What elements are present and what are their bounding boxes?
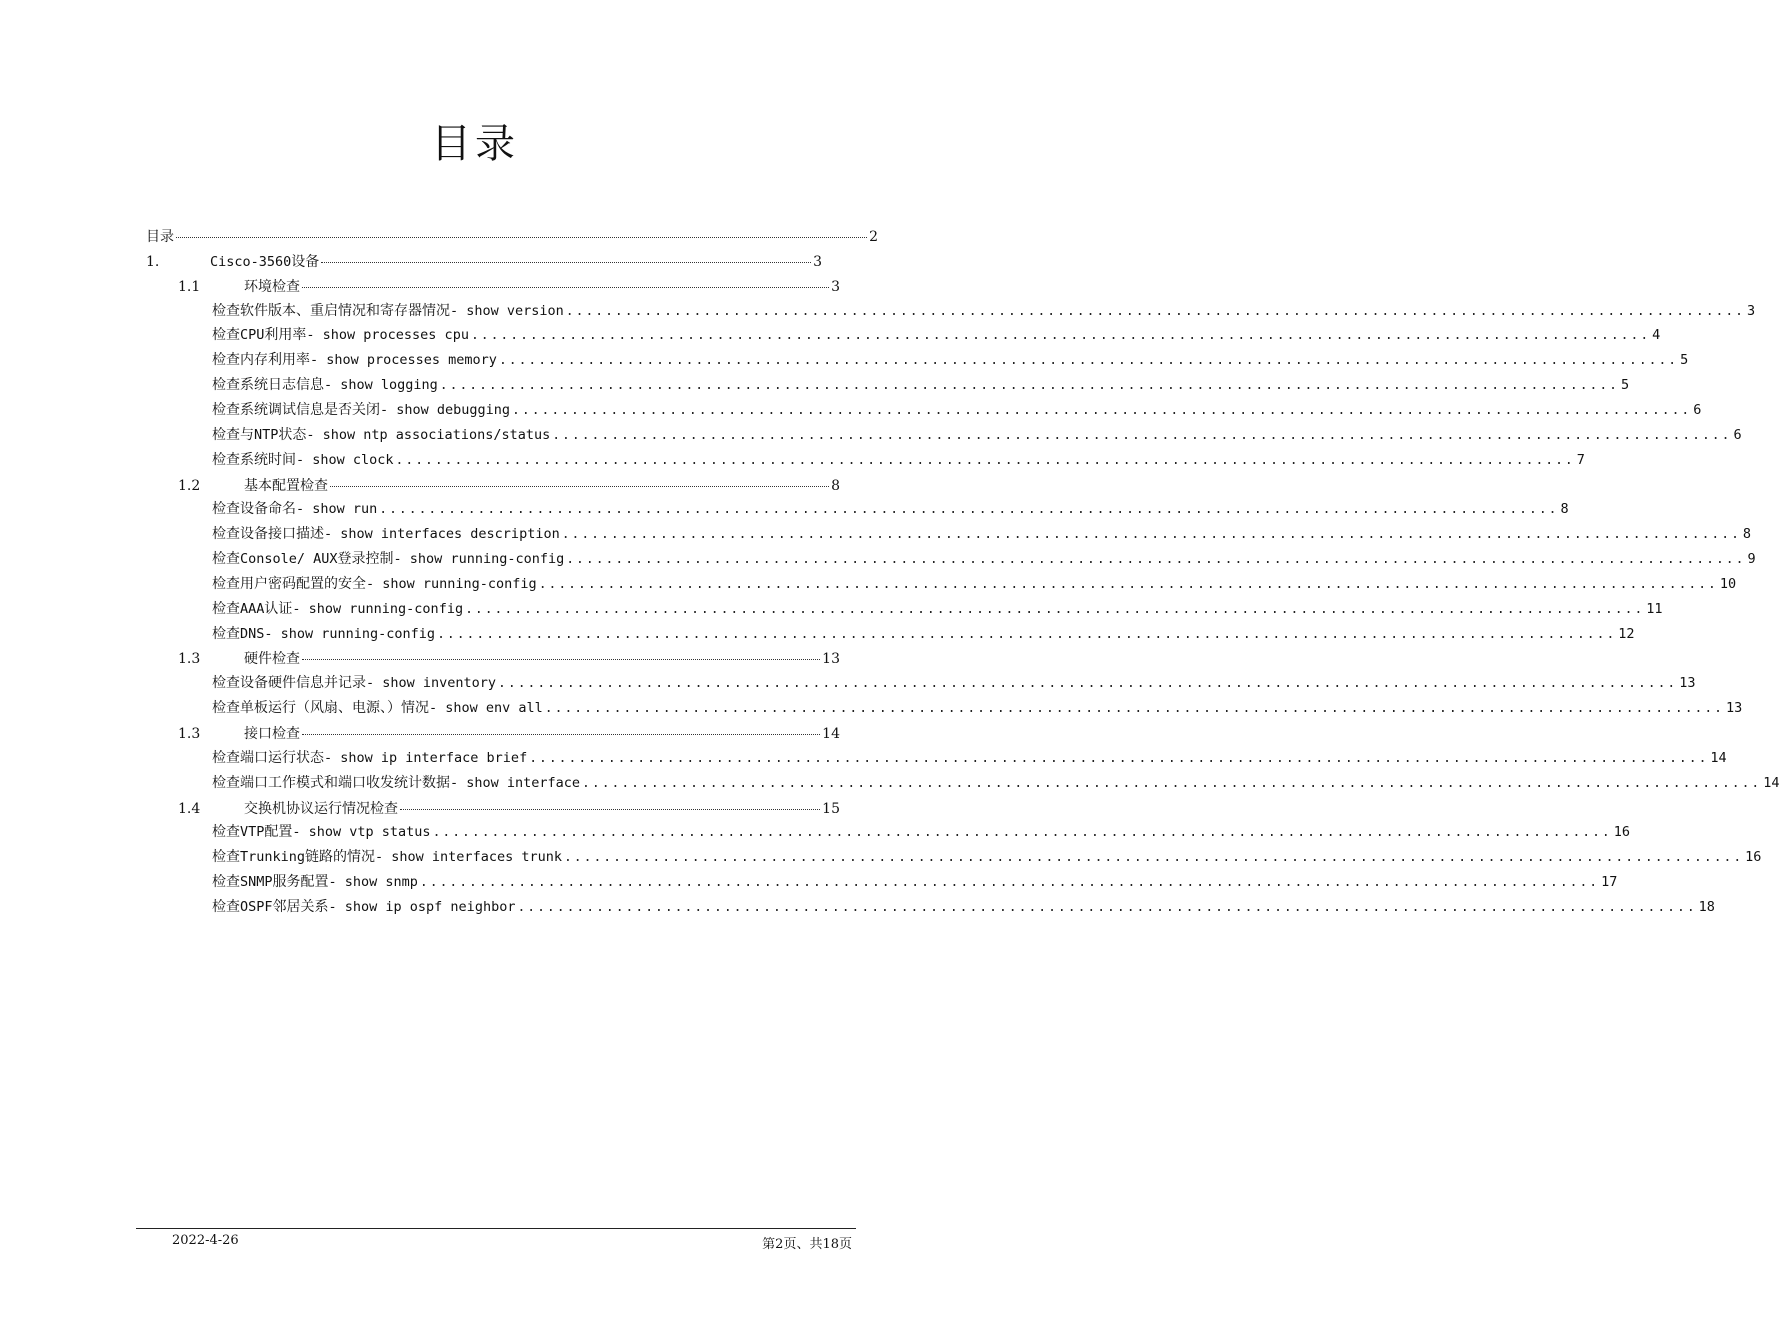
toc-entry[interactable]	[212, 400, 1702, 420]
toc-entry[interactable]	[212, 574, 1737, 594]
toc-entry-number: 1.3	[178, 726, 201, 742]
toc-dot-leader: ........................................................................................................................	[437, 626, 1617, 642]
toc-entry-title: 检查用户密码配置的安全- show running-config	[212, 575, 537, 592]
toc-page-number: 14	[1763, 774, 1780, 791]
toc-entry-title: 检查设备硬件信息并记录- show inventory	[212, 675, 497, 692]
toc-page-number: 3	[831, 278, 840, 295]
toc-entry-title: 检查Trunking链路的情况- show interfaces trunk	[212, 849, 562, 866]
toc-dot-leader: ........................................................................................................................	[512, 402, 1692, 418]
toc-page-number: 13	[822, 651, 840, 668]
toc-entry[interactable]	[212, 748, 1727, 768]
toc-entry-title: 检查内存利用率- show processes memory	[212, 352, 497, 369]
toc-dot-leader: ........................................................................................................................	[379, 502, 1559, 518]
toc-entry[interactable]	[212, 822, 1631, 842]
toc-entry[interactable]	[178, 798, 840, 818]
toc-entry-title: 接口检查	[244, 726, 300, 742]
toc-dot-leader	[302, 273, 829, 288]
toc-entry-number: 1.3	[178, 651, 201, 668]
toc-entry-title: 检查Console/ AUX登录控制- show running-config	[212, 551, 565, 568]
toc-page-number: 9	[1747, 551, 1756, 568]
toc-entry-title: 检查系统日志信息- show logging	[212, 377, 438, 394]
toc-entry-title: 检查AAA认证- show running-config	[212, 600, 464, 617]
toc-entry-title: 检查端口工作模式和端口收发统计数据- show interface	[212, 774, 581, 791]
toc-dot-leader	[302, 645, 820, 660]
toc-entry-number: 1.2	[178, 477, 201, 494]
toc-page-number: 14	[822, 726, 840, 742]
toc-dot-leader: ........................................................................................................................	[517, 899, 1697, 915]
toc-entry[interactable]	[212, 350, 1689, 370]
toc-page-number: 12	[1618, 625, 1635, 642]
toc-page-number: 16	[1745, 849, 1762, 866]
toc-entry[interactable]	[212, 773, 1780, 793]
footer-page-info: 第2页、共18页	[762, 1237, 852, 1252]
toc-entry-title: 检查OSPF邻居关系- show ip ospf neighbor	[212, 898, 516, 915]
toc-entry[interactable]	[212, 624, 1635, 644]
toc-entry[interactable]	[212, 673, 1696, 693]
toc-entry-title: 检查系统调试信息是否关闭- show debugging	[212, 401, 511, 418]
toc-dot-leader: ........................................................................................................................	[552, 427, 1732, 443]
toc-entry-title: 检查VTP配置- show vtp status	[212, 824, 431, 841]
toc-entry-title: 检查CPU利用率- show processes cpu	[212, 327, 469, 344]
toc-page-number: 5	[1621, 377, 1630, 394]
toc-dot-leader: ........................................................................................................................	[419, 875, 1600, 891]
toc-entry[interactable]	[212, 450, 1585, 470]
toc-page-number: 5	[1680, 352, 1689, 369]
toc-entry[interactable]	[212, 549, 1756, 569]
toc-dot-leader	[321, 248, 811, 263]
toc-page-number: 10	[1719, 575, 1737, 592]
toc-dot-leader: ........................................................................................................................	[538, 576, 1718, 592]
toc-page-number: 6	[1693, 401, 1702, 418]
toc-page-number: 8	[1742, 526, 1752, 543]
toc-entry[interactable]	[212, 499, 1569, 519]
toc-entry[interactable]	[212, 325, 1661, 345]
toc-page-number: 15	[822, 800, 840, 817]
toc-entry-title: 交换机协议运行情况检查	[244, 800, 398, 817]
toc-page-number: 18	[1698, 898, 1715, 915]
toc-entry[interactable]	[212, 524, 1752, 544]
toc-page-number: 16	[1613, 824, 1631, 841]
footer-divider	[136, 1228, 856, 1229]
toc-entry[interactable]	[146, 251, 822, 271]
toc-entry[interactable]	[212, 599, 1663, 619]
toc-entry[interactable]	[212, 698, 1743, 718]
toc-entry[interactable]	[178, 276, 840, 296]
toc-entry[interactable]	[146, 226, 878, 246]
toc-page-number: 4	[1652, 327, 1661, 344]
toc-entry-number: 1.	[146, 253, 160, 270]
toc-entry-title: 检查单板运行（风扇、电源、）情况- show env all	[212, 700, 543, 717]
toc-entry-title: 检查端口运行状态- show ip interface brief	[212, 749, 528, 766]
toc-page-number: 11	[1646, 600, 1663, 617]
toc-entry-title: 检查与NTP状态- show ntp associations/status	[212, 426, 551, 443]
toc-dot-leader: ........................................................................................................................	[566, 552, 1746, 568]
toc-entry-title: 目录	[146, 229, 174, 245]
toc-page-number: 3	[1747, 302, 1756, 319]
toc-page-number: 3	[813, 253, 822, 270]
toc-dot-leader: ........................................................................................................................	[529, 750, 1709, 766]
toc-entry-title: 检查设备接口描述- show interfaces description	[212, 526, 560, 543]
toc-entry[interactable]	[178, 648, 840, 668]
toc-dot-leader: ........................................................................................................................	[470, 328, 1651, 344]
footer-date: 2022-4-26	[172, 1233, 239, 1248]
toc-dot-leader: ........................................................................................................................	[439, 378, 1619, 394]
toc-page-number: 13	[1726, 700, 1743, 717]
toc-page-number: 13	[1679, 675, 1696, 692]
toc-dot-leader: ........................................................................................................................	[563, 850, 1744, 866]
toc-entry-title: 检查DNS- show running-config	[212, 625, 436, 642]
toc-page-number: 2	[869, 229, 878, 245]
toc-entry-title: 硬件检查	[244, 651, 300, 668]
toc-page-number: 8	[831, 477, 840, 494]
toc-page-number: 17	[1601, 874, 1618, 891]
toc-dot-leader: ........................................................................................................................	[565, 303, 1745, 319]
toc-entry-number: 1.4	[178, 800, 201, 817]
toc-entry[interactable]	[212, 847, 1762, 867]
toc-entry-title: 检查软件版本、重启情况和寄存器情况- show version	[212, 302, 564, 319]
toc-dot-leader	[330, 472, 829, 487]
toc-page-number: 8	[1560, 501, 1569, 518]
toc-entry[interactable]	[212, 425, 1742, 445]
toc-page-number: 6	[1733, 426, 1742, 443]
toc-page-number: 7	[1576, 451, 1585, 468]
toc-dot-leader	[400, 795, 820, 810]
toc-dot-leader: ........................................................................................................................	[582, 775, 1762, 791]
toc-dot-leader: ........................................................................................................................	[465, 601, 1645, 617]
toc-entry[interactable]	[212, 897, 1715, 917]
toc-entry[interactable]	[212, 375, 1630, 395]
toc-entry-title: 检查设备命名- show run	[212, 501, 378, 518]
toc-entry-title: Cisco-3560设备	[210, 253, 320, 270]
toc-entry-title: 检查SNMP服务配置- show snmp	[212, 874, 418, 891]
page-title: 目录	[431, 121, 519, 167]
toc-dot-leader: ........................................................................................................................	[432, 825, 1612, 841]
toc-entry-number: 1.1	[178, 278, 201, 295]
toc-entry[interactable]	[212, 301, 1756, 321]
toc-dot-leader: ........................................................................................................................	[498, 676, 1678, 692]
toc-dot-leader: ........................................................................................................................	[498, 353, 1679, 369]
toc-entry[interactable]	[178, 723, 840, 743]
toc-entry-title: 环境检查	[244, 278, 300, 295]
toc-page-number: 14	[1710, 749, 1727, 766]
toc-dot-leader: ........................................................................................................................	[395, 452, 1575, 468]
toc-entry-title: 检查系统时间- show clock	[212, 451, 394, 468]
toc-dot-leader	[176, 223, 867, 238]
toc-dot-leader	[302, 720, 820, 735]
toc-entry[interactable]	[178, 475, 840, 495]
toc-entry-title: 基本配置检查	[244, 477, 328, 494]
toc-entry[interactable]	[212, 872, 1618, 892]
toc-dot-leader: ........................................................................................................................	[561, 527, 1741, 543]
toc-dot-leader: ........................................................................................................................	[544, 701, 1724, 717]
